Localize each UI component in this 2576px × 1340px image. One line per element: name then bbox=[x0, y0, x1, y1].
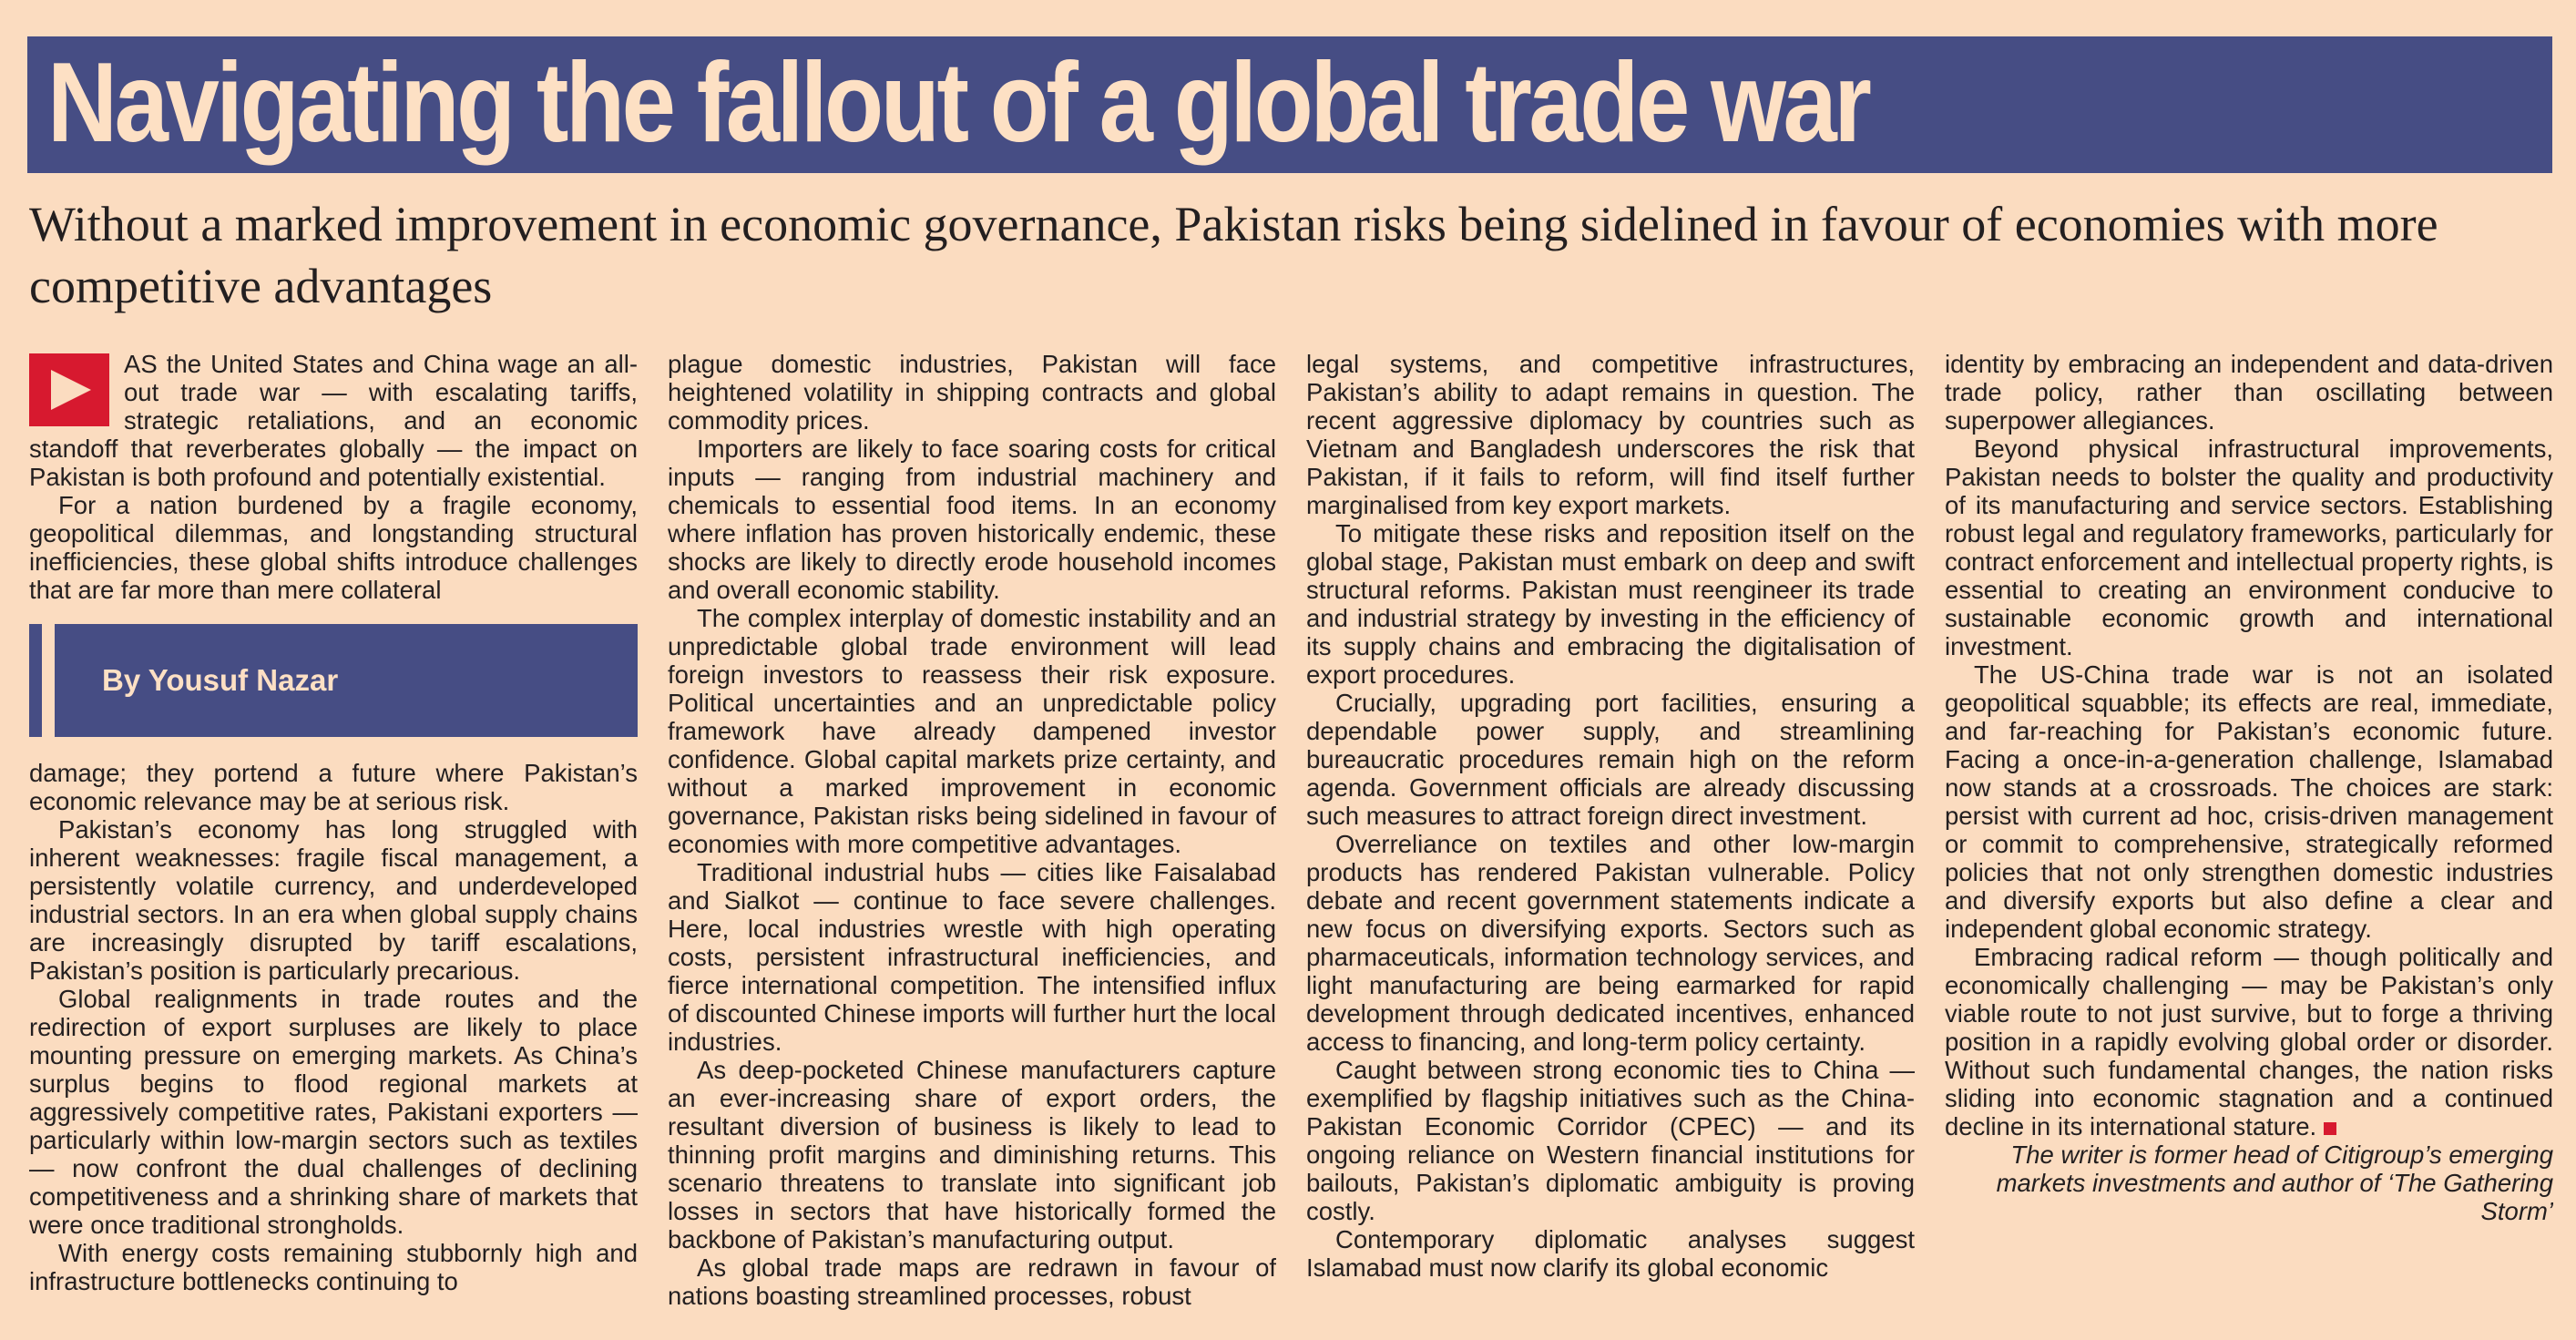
paragraph: Contemporary diplomatic analyses suggest Islamabad must now clarify its global economic bbox=[1306, 1225, 1915, 1282]
byline-panel bbox=[55, 624, 638, 737]
paragraph: For a nation burdened by a fragile economy, geopolitical dilemmas, and longstanding structural inefficiencies, these global shifts introduce challenges that are far more than mere collateral bbox=[29, 491, 638, 604]
paragraph: legal systems, and competitive infrastructures, Pakistan’s ability to adapt remains in question. The recent aggressive diplomacy by countries such as Vietnam and Bangladesh underscores the risk that Pakistan, if it fails to reform, will find itself further marginalised from key export markets. bbox=[1306, 350, 1915, 519]
paragraph: Overreliance on textiles and other low-margin products has rendered Pakistan vulnerable. Policy debate and recent government statements indicate a new focus on diversifying exports. Sectors such as pharmaceuticals, information technology services, and light manufacturing are being earmarked for rapid development through dedicated incentives, enhanced access to financing, and long-term policy certainty. bbox=[1306, 830, 1915, 1056]
paragraph: AS the United States and China wage an all-out trade war — with escalating tariffs, strategic retaliations, and an economic standoff that reverberates globally — the impact on Pakistan is both profound and potentially existential. bbox=[29, 350, 638, 491]
byline: By Yousuf Nazar bbox=[102, 663, 339, 697]
final-paragraph bbox=[1945, 943, 2553, 1141]
paragraph-text: Embracing radical reform — though politically and economically challenging — may be Pakistan’s only viable route to not just survive, but to forge a thriving position in a rapidly evolving global order or disorder. Without such fundamental changes, the nation risks sliding into economic stagnation and a continued decline in its international stature. bbox=[1945, 943, 2553, 1141]
paragraph: Beyond physical infrastructural improvements, Pakistan needs to bolster the quality and productivity of its manufacturing and service sectors. Establishing robust legal and regulatory frameworks, particularly for contract enforcement and intellectual property rights, is essential to creating an environment conducive to sustainable economic growth and international investment. bbox=[1945, 435, 2553, 660]
paragraph: identity by embracing an independent and data-driven trade policy, rather than oscillating between superpower allegiances. bbox=[1945, 350, 2553, 435]
article-column-4 bbox=[1945, 350, 2553, 1315]
end-mark-icon bbox=[2324, 1122, 2336, 1135]
paragraph: As global trade maps are redrawn in favour of nations boasting streamlined processes, robust bbox=[668, 1253, 1276, 1310]
paragraph: damage; they portend a future where Pakistan’s economic relevance may be at serious risk. bbox=[29, 759, 638, 815]
paragraph: Pakistan’s economy has long struggled with inherent weaknesses: fragile fiscal management, a persistently volatile currency, and underdeveloped industrial sectors. In an era when global supply chains are increasingly disrupted by tariff escalations, Pakistan’s position is particularly precarious. bbox=[29, 815, 638, 985]
paragraph: The US-China trade war is not an isolated geopolitical squabble; its effects are real, immediate, and far-reaching for Pakistan’s economic future. Facing a once-in-a-generation challenge, Islamabad now stands at a crossroads. The choices are stark: persist with current ad hoc, crisis-driven management or commit to comprehensive, strategically reformed policies that not only strengthen domestic industries and diversify exports but also define a clear and independent global economic strategy. bbox=[1945, 660, 2553, 943]
headline: Navigating the fallout of a global trade war bbox=[47, 40, 1869, 166]
paragraph: Traditional industrial hubs — cities like Faisalabad and Sialkot — continue to face severe challenges. Here, local industries wrestle with high operating costs, persistent infrastructural inefficiencies, and fierce international competition. The intensified influx of discounted Chinese imports will further hurt the local industries. bbox=[668, 858, 1276, 1056]
paragraph: With energy costs remaining stubbornly high and infrastructure bottlenecks continuing to bbox=[29, 1239, 638, 1295]
paragraph: Crucially, upgrading port facilities, ensuring a dependable power supply, and streamlining bureaucratic procedures remain high on the reform agenda. Government officials are already discussing such measures to attract foreign direct investment. bbox=[1306, 689, 1915, 830]
paragraph: As deep-pocketed Chinese manufacturers capture an ever-increasing share of export orders, the resultant diversion of business is likely to lead to thinning profit margins and diminishing returns. This scenario threatens to translate into significant job losses in sectors that have historically formed the backbone of Pakistan’s manufacturing output. bbox=[668, 1056, 1276, 1253]
play-icon bbox=[29, 353, 109, 426]
paragraph: The complex interplay of domestic instability and an unpredictable global trade environment will lead foreign investors to reassess their risk exposure. Political uncertainties and an unpredictable policy framework have already dampened investor confidence. Global capital markets prize certainty, and without a marked improvement in economic governance, Pakistan risks being sidelined in favour of economies with more competitive advantages. bbox=[668, 604, 1276, 858]
article-column-2 bbox=[668, 350, 1276, 1315]
standfirst: Without a marked improvement in economic governance, Pakistan risks being sidelined in favour of economies with more competitive advantages bbox=[29, 197, 2438, 313]
paragraph: Importers are likely to face soaring costs for critical inputs — ranging from industrial machinery and chemicals to essential food items. In an economy where inflation has proven historically endemic, these shocks are likely to directly erode household incomes and overall economic stability. bbox=[668, 435, 1276, 604]
article-column-3 bbox=[1306, 350, 1915, 1315]
paragraph: Global realignments in trade routes and the redirection of export surpluses are likely to place mounting pressure on emerging markets. As China’s surplus begins to flood regional markets at aggressively competitive rates, Pakistani exporters — particularly within low-margin sectors such as textiles — now confront the dual challenges of declining competitiveness and a shrinking share of markets that were once traditional strongholds. bbox=[29, 985, 638, 1239]
paragraph: plague domestic industries, Pakistan will face heightened volatility in shipping contracts and global commodity prices. bbox=[668, 350, 1276, 435]
paragraph: Caught between strong economic ties to China — exemplified by flagship initiatives such as the China-Pakistan Economic Corridor (CPEC) — and its ongoing reliance on Western financial institutions for bailouts, Pakistan’s diplomatic ambiguity is proving costly. bbox=[1306, 1056, 1915, 1225]
author-note: The writer is former head of Citigroup’s emerging markets investments and author of ‘The Gathering Storm’ bbox=[1996, 1141, 2553, 1225]
paragraph: To mitigate these risks and reposition itself on the global stage, Pakistan must embark on deep and swift structural reforms. Pakistan must reengineer its trade and industrial strategy by investing in the efficiency of its supply chains and embracing the digitalisation of export procedures. bbox=[1306, 519, 1915, 689]
byline-box bbox=[29, 624, 638, 737]
byline-stripe bbox=[29, 624, 42, 737]
article-column-1 bbox=[29, 350, 638, 1315]
